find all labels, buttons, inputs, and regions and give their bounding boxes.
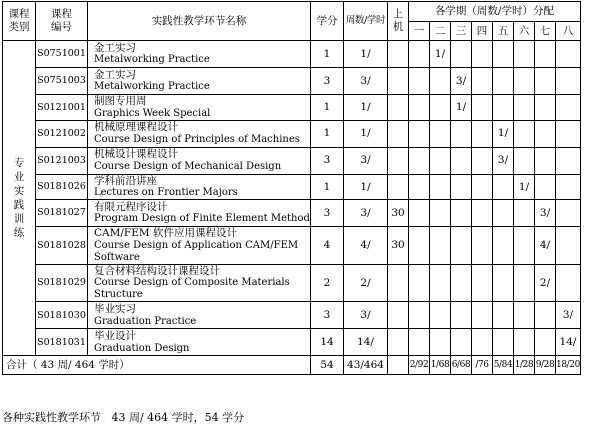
course-name: [88, 147, 311, 174]
semester-8-cell: [556, 264, 581, 302]
semester-1-cell: [409, 95, 430, 121]
course-credit: 14: [311, 329, 344, 356]
semester-2-cell: [430, 329, 451, 356]
course-lab-hours: [388, 95, 409, 121]
semester-3-cell: [451, 120, 472, 147]
course-lab-hours: [388, 264, 409, 302]
course-credit: 1: [311, 41, 344, 68]
header-semester-5: 五: [493, 22, 514, 41]
course-lab-hours: 30: [388, 200, 409, 227]
semester-7-cell: [535, 95, 556, 121]
semester-7-cell: 2/: [535, 264, 556, 302]
course-lab-hours: [388, 41, 409, 68]
course-code: S0121001: [36, 95, 88, 121]
semester-2-cell: [430, 68, 451, 95]
course-code: S0181029: [36, 264, 88, 302]
semester-4-cell: [472, 200, 493, 227]
semester-7-cell: [535, 147, 556, 174]
course-credit: 4: [311, 227, 344, 265]
header-lab: [388, 2, 409, 41]
course-name: [88, 95, 311, 121]
course-credit: 1: [311, 120, 344, 147]
course-credit: 2: [311, 264, 344, 302]
course-lab-hours: [388, 329, 409, 356]
semester-1-cell: [409, 200, 430, 227]
semester-5-cell: [493, 227, 514, 265]
header-semester-8: 八: [556, 22, 581, 41]
header-row-1: [3, 2, 581, 22]
course-credit: 1: [311, 95, 344, 121]
course-lab-hours: [388, 120, 409, 147]
course-code: S0121002: [36, 120, 88, 147]
course-code: S0121003: [36, 147, 88, 174]
table-row: [3, 68, 581, 95]
table-row: [3, 227, 581, 265]
semester-2-cell: [430, 200, 451, 227]
course-name: [88, 200, 311, 227]
header-code: [36, 2, 88, 41]
course-code: S0181031: [36, 329, 88, 356]
course-weeks: 3/: [344, 302, 388, 329]
semester-2-cell: [430, 147, 451, 174]
semester-7-cell: 4/: [535, 227, 556, 265]
course-name-en: Metalworking Practice: [94, 81, 210, 93]
course-code: S0181027: [36, 200, 88, 227]
semester-8-cell: [556, 68, 581, 95]
header-code-line-2: 编号: [51, 21, 72, 33]
course-name: [88, 227, 311, 265]
semester-3-cell: [451, 200, 472, 227]
course-weeks: 3/: [344, 147, 388, 174]
semester-8-cell: [556, 120, 581, 147]
semester-8-cell: [556, 95, 581, 121]
course-name-zh: 毕业实习: [94, 303, 136, 316]
total-semester-7: 9/28: [535, 356, 556, 375]
semester-3-cell: [451, 302, 472, 329]
total-label: 合计（ 43 周/ 464 学时）: [3, 356, 311, 375]
semester-8-cell: 14/: [556, 329, 581, 356]
semester-8-cell: 3/: [556, 302, 581, 329]
course-code: S0181026: [36, 174, 88, 200]
semester-3-cell: [451, 329, 472, 356]
total-weeks: 43/464: [344, 356, 388, 375]
course-name-en: Course Design of Mechanical Design: [94, 160, 282, 172]
semester-3-cell: [451, 227, 472, 265]
course-name-en: Course Design of Composite Materials Structure: [94, 277, 290, 301]
course-lab-hours: [388, 174, 409, 200]
semester-7-cell: [535, 68, 556, 95]
semester-5-cell: 1/: [493, 120, 514, 147]
course-name-zh: 机械原理课程设计: [94, 121, 178, 134]
semester-4-cell: [472, 329, 493, 356]
semester-4-cell: [472, 41, 493, 68]
course-lab-hours: 30: [388, 227, 409, 265]
semester-7-cell: [535, 174, 556, 200]
semester-5-cell: [493, 264, 514, 302]
semester-6-cell: [514, 329, 535, 356]
course-code: S0751001: [36, 41, 88, 68]
semester-2-cell: [430, 95, 451, 121]
semester-5-cell: [493, 41, 514, 68]
semester-7-cell: [535, 41, 556, 68]
category-cell: [3, 41, 36, 356]
semester-3-cell: [451, 41, 472, 68]
course-credit: 3: [311, 302, 344, 329]
header-semester-1: 一: [409, 22, 430, 41]
course-name-en: Graduation Practice: [94, 315, 197, 327]
semester-8-cell: [556, 227, 581, 265]
course-name-en: Course Design of Principles of Machines: [94, 133, 300, 145]
header-category: [3, 2, 36, 41]
total-semester-4: /76: [472, 356, 493, 375]
course-code: S0751003: [36, 68, 88, 95]
table-row: [3, 120, 581, 147]
semester-5-cell: 3/: [493, 147, 514, 174]
table-row: [3, 329, 581, 356]
semester-1-cell: [409, 68, 430, 95]
table-row: [3, 264, 581, 302]
semester-6-cell: [514, 95, 535, 121]
semester-6-cell: [514, 264, 535, 302]
header-semester-7: 七: [535, 22, 556, 41]
practical-teaching-table: [2, 1, 581, 375]
course-name-en: Graduation Design: [94, 342, 190, 354]
semester-6-cell: [514, 147, 535, 174]
header-weeks: 周数/学时: [344, 2, 388, 41]
course-weeks: 3/: [344, 68, 388, 95]
semester-4-cell: [472, 120, 493, 147]
semester-8-cell: [556, 41, 581, 68]
course-name: [88, 41, 311, 68]
semester-6-cell: 1/: [514, 174, 535, 200]
course-credit: 3: [311, 68, 344, 95]
course-credit: 1: [311, 174, 344, 200]
total-lab: [388, 356, 409, 375]
course-weeks: 1/: [344, 120, 388, 147]
course-lab-hours: [388, 68, 409, 95]
course-name: [88, 68, 311, 95]
semester-1-cell: [409, 264, 430, 302]
course-name-zh: 毕业设计: [94, 330, 136, 343]
semester-1-cell: [409, 147, 430, 174]
header-lab-line-2: 机: [392, 21, 404, 33]
course-weeks: 1/: [344, 95, 388, 121]
semester-1-cell: [409, 120, 430, 147]
course-weeks: 2/: [344, 264, 388, 302]
course-name-zh: 复合材料结构设计课程设计: [94, 264, 220, 277]
table-row: [3, 302, 581, 329]
course-credit: 3: [311, 147, 344, 174]
semester-3-cell: [451, 174, 472, 200]
course-name-en: Course Design of Application CAM/FEM Software: [94, 239, 299, 263]
category-label: 专业实践训练: [13, 157, 25, 240]
semester-4-cell: [472, 147, 493, 174]
semester-7-cell: 3/: [535, 200, 556, 227]
course-name-en: Metalworking Practice: [94, 54, 210, 66]
total-semester-5: 5/84: [493, 356, 514, 375]
semester-7-cell: [535, 329, 556, 356]
semester-1-cell: [409, 41, 430, 68]
semester-2-cell: [430, 302, 451, 329]
course-name: [88, 302, 311, 329]
table-row: [3, 147, 581, 174]
semester-2-cell: [430, 174, 451, 200]
course-name-zh: 金工实习: [94, 41, 136, 54]
total-credit: 54: [311, 356, 344, 375]
semester-3-cell: 3/: [451, 68, 472, 95]
total-semester-3: 6/68: [451, 356, 472, 375]
header-semester-2: 二: [430, 22, 451, 41]
header-category-line-1: 课程: [8, 8, 30, 21]
semester-3-cell: [451, 264, 472, 302]
semester-5-cell: [493, 95, 514, 121]
semester-1-cell: [409, 329, 430, 356]
semester-7-cell: [535, 120, 556, 147]
semester-7-cell: [535, 302, 556, 329]
semester-6-cell: [514, 68, 535, 95]
semester-3-cell: 1/: [451, 95, 472, 121]
semester-4-cell: [472, 264, 493, 302]
semester-2-cell: [430, 227, 451, 265]
semester-6-cell: [514, 120, 535, 147]
table-row: [3, 41, 581, 68]
table-row: [3, 174, 581, 200]
course-name: [88, 329, 311, 356]
curriculum-table-wrapper: [2, 1, 581, 375]
total-semester-8: 18/20: [556, 356, 581, 375]
header-semester-4: 四: [472, 22, 493, 41]
semester-4-cell: [472, 95, 493, 121]
course-name: [88, 174, 311, 200]
course-name-zh: 机械设计课程设计: [94, 148, 178, 161]
course-name-zh: 制图专用周: [94, 95, 147, 107]
semester-6-cell: [514, 41, 535, 68]
header-lab-line-1: 上: [392, 8, 404, 21]
table-row: [3, 95, 581, 121]
header-semester-3: 三: [451, 22, 472, 41]
semester-3-cell: [451, 147, 472, 174]
course-name: [88, 264, 311, 302]
course-name-zh: 有限元程序设计: [94, 200, 168, 213]
course-lab-hours: [388, 302, 409, 329]
semester-6-cell: [514, 302, 535, 329]
semester-5-cell: [493, 302, 514, 329]
header-category-line-2: 类别: [8, 21, 30, 33]
semester-8-cell: [556, 200, 581, 227]
total-semester-6: 1/28: [514, 356, 535, 375]
semester-4-cell: [472, 227, 493, 265]
course-code: S0181028: [36, 227, 88, 265]
semester-5-cell: [493, 200, 514, 227]
course-lab-hours: [388, 147, 409, 174]
header-credit: 学分: [311, 2, 344, 41]
course-name: [88, 120, 311, 147]
semester-4-cell: [472, 174, 493, 200]
header-code-line-1: 课程: [51, 8, 72, 21]
semester-4-cell: [472, 68, 493, 95]
semester-1-cell: [409, 302, 430, 329]
semester-8-cell: [556, 174, 581, 200]
footer-note: 各种实践性教学环节 43 周/ 464 学时，54 学分: [2, 411, 245, 424]
course-weeks: 1/: [344, 174, 388, 200]
semester-2-cell: [430, 120, 451, 147]
table-row: [3, 200, 581, 227]
semester-1-cell: [409, 227, 430, 265]
semester-5-cell: [493, 68, 514, 95]
semester-5-cell: [493, 174, 514, 200]
course-weeks: 14/: [344, 329, 388, 356]
course-weeks: 1/: [344, 41, 388, 68]
semester-2-cell: 1/: [430, 41, 451, 68]
semester-4-cell: [472, 302, 493, 329]
total-row: [3, 356, 581, 375]
header-name: 实践性教学环节名称: [88, 2, 311, 41]
semester-6-cell: [514, 227, 535, 265]
semester-6-cell: [514, 200, 535, 227]
course-name-zh: 学科前沿讲座: [94, 174, 157, 187]
total-semester-2: 1/68: [430, 356, 451, 375]
course-credit: 3: [311, 200, 344, 227]
header-semester-6: 六: [514, 22, 535, 41]
course-name-en: Lectures on Frontier Majors: [94, 187, 238, 199]
course-name-en: Graphics Week Special: [94, 107, 211, 119]
header-semesters-title: 各学期（周数/学时）分配: [409, 2, 581, 22]
course-weeks: 4/: [344, 227, 388, 265]
semester-1-cell: [409, 174, 430, 200]
course-name-zh: 金工实习: [94, 68, 136, 81]
course-name-zh: CAM/FEM 软件应用课程设计: [94, 227, 237, 240]
course-code: S0181030: [36, 302, 88, 329]
semester-8-cell: [556, 147, 581, 174]
semester-5-cell: [493, 329, 514, 356]
course-name-en: Program Design of Finite Element Method: [94, 213, 310, 225]
total-semester-1: 2/92: [409, 356, 430, 375]
course-weeks: 3/: [344, 200, 388, 227]
semester-2-cell: [430, 264, 451, 302]
